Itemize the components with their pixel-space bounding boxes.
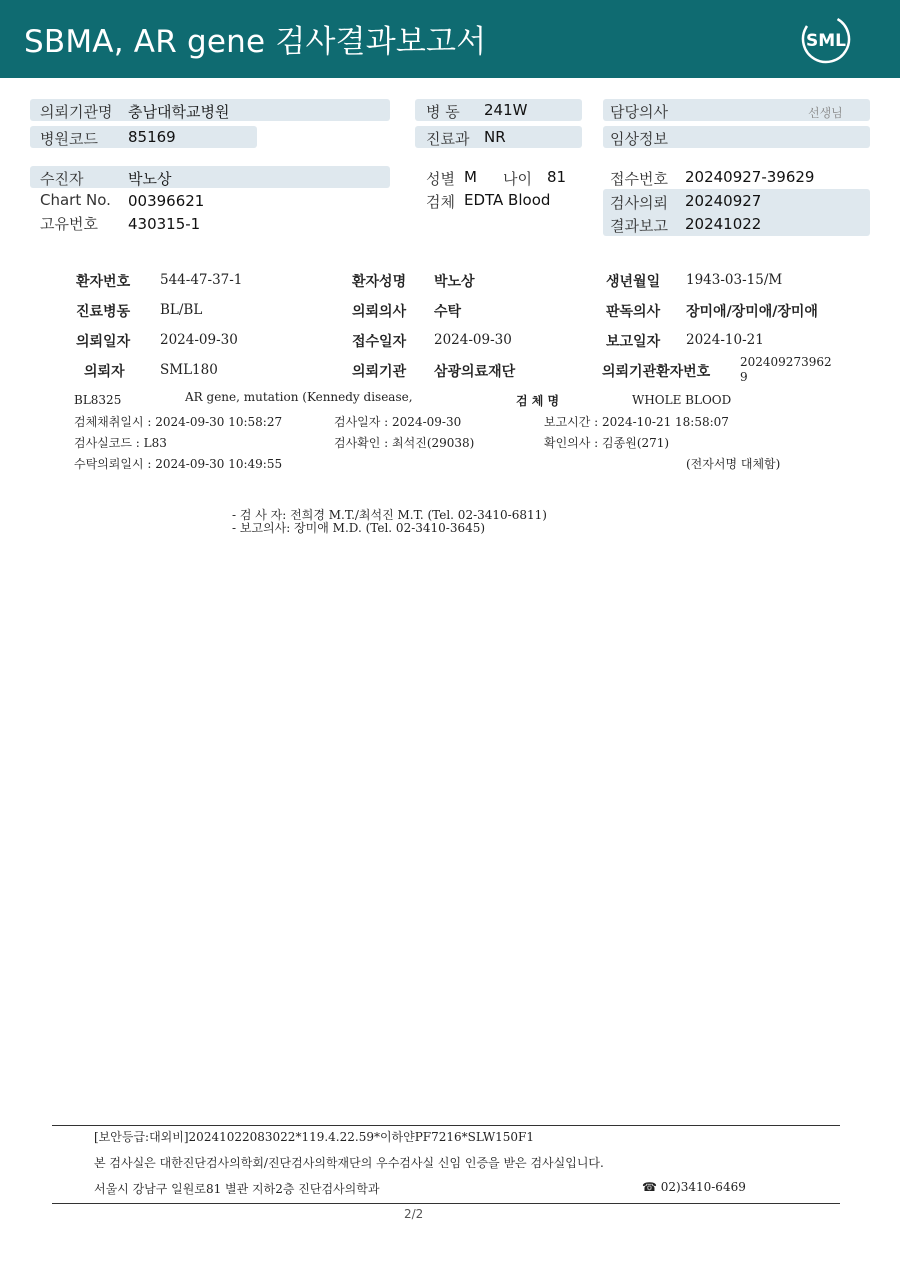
lab-code: 검사실코드 : L83 [74, 436, 167, 450]
reporter-line: - 보고의사: 장미애 M.D. (Tel. 02-3410-3645) [232, 521, 486, 535]
ward-row-label: 진료병동 [76, 304, 131, 320]
test-name: AR gene, mutation (Kennedy disease, [185, 390, 413, 404]
receipt-date-label: 접수일자 [352, 334, 407, 350]
cert-line: 본 검사실은 대한진단검사의학회/진단검사의학재단의 우수검사실 신임 인증을 받은 검사실입니다. [94, 1156, 604, 1170]
age-label: 나이 [503, 170, 532, 188]
dept-value: NR [484, 128, 506, 146]
address-line: 서울시 강남구 일원로81 별관 지하2층 진단검사의학과 [94, 1182, 380, 1196]
patient-label: 수진자 [40, 170, 84, 188]
sex-label: 성별 [426, 170, 455, 188]
confirm-doctor: 확인의사 : 김종원(271) [544, 436, 670, 450]
report-label: 결과보고 [610, 217, 668, 235]
request-label: 검사의뢰 [610, 194, 668, 212]
requester-value: SML180 [160, 362, 218, 378]
patient-box [30, 166, 390, 188]
patient-name-value: 박노상 [434, 274, 475, 290]
req-date-label: 의뢰일자 [76, 334, 131, 350]
specimen-name-label: 검 체 명 [516, 394, 560, 408]
page-number: 2/2 [404, 1207, 424, 1221]
reading-doctor-value: 장미애/장미애/장미애 [686, 304, 818, 320]
security-line: [보안등급:대외비]20241022083022*119.4.22.59*이하얀PF7216*SLW150F1 [94, 1130, 535, 1144]
req-doctor-value: 수탁 [434, 304, 462, 320]
patient-value: 박노상 [128, 170, 172, 188]
esign-note: (전자서명 대체함) [686, 457, 781, 471]
chart-label: Chart No. [40, 191, 111, 209]
request-value: 20240927 [685, 192, 762, 210]
test-code: BL8325 [74, 393, 122, 407]
dept-label: 진료과 [426, 130, 470, 148]
consign-datetime: 수탁의뢰일시 : 2024-09-30 10:49:55 [74, 457, 283, 471]
receipt-date-value: 2024-09-30 [434, 332, 512, 348]
req-inst-value: 삼광의료재단 [434, 364, 516, 380]
receipt-value: 20240927-39629 [685, 168, 815, 186]
logo-text: SML [806, 31, 846, 51]
clinical-label: 임상정보 [610, 130, 668, 148]
unique-label: 고유번호 [40, 215, 98, 233]
specimen-name-value: WHOLE BLOOD [632, 393, 732, 407]
ward-row-value: BL/BL [160, 302, 203, 318]
birth-label: 생년월일 [606, 274, 661, 290]
reading-doctor-label: 판독의사 [606, 304, 661, 320]
birth-value: 1943-03-15/M [686, 272, 783, 288]
receipt-label: 접수번호 [610, 170, 668, 188]
unique-value: 430315-1 [128, 215, 201, 233]
age-value: 81 [547, 168, 567, 186]
institution-label: 의뢰기관명 [40, 103, 113, 121]
req-inst-label: 의뢰기관 [352, 364, 407, 380]
footer-bottom-rule [52, 1203, 840, 1204]
req-doctor-label: 의뢰의사 [352, 304, 407, 320]
inst-patient-no-value: 202409273962 [740, 355, 832, 369]
doctor-label: 담당의사 [610, 103, 668, 121]
report-time: 보고시간 : 2024-10-21 18:58:07 [544, 415, 729, 429]
test-confirm: 검사확인 : 최석진(29038) [334, 436, 475, 450]
tester-line: - 검 사 자: 전희경 M.T./최석진 M.T. (Tel. 02-3410-6811) [232, 508, 547, 522]
chart-value: 00396621 [128, 192, 205, 210]
ward-label: 병 동 [426, 103, 460, 121]
patient-no-value: 544-47-37-1 [160, 272, 243, 288]
patient-no-label: 환자번호 [76, 274, 131, 290]
specimen-label: 검체 [426, 193, 455, 211]
sex-value: M [464, 168, 477, 186]
institution-value: 충남대학교병원 [128, 103, 230, 121]
hospital-code-value: 85169 [128, 128, 176, 146]
report-date-value: 2024-10-21 [686, 332, 764, 348]
phone-line: ☎ 02)3410-6469 [642, 1180, 746, 1194]
doctor-suffix: 선생님 [808, 106, 843, 120]
header-bar [0, 0, 900, 78]
req-date-value: 2024-09-30 [160, 332, 238, 348]
footer-top-rule [52, 1125, 840, 1126]
patient-name-label: 환자성명 [352, 274, 407, 290]
inst-patient-no-value-cont: 9 [740, 370, 748, 384]
ward-value: 241W [484, 101, 528, 119]
inst-patient-no-label: 의뢰기관환자번호 [602, 364, 711, 380]
requester-label: 의뢰자 [84, 364, 125, 380]
test-date: 검사일자 : 2024-09-30 [334, 415, 462, 429]
report-value: 20241022 [685, 215, 762, 233]
sml-logo [800, 13, 852, 65]
report-date-label: 보고일자 [606, 334, 661, 350]
specimen-value: EDTA Blood [464, 191, 551, 209]
collect-datetime: 검체채취일시 : 2024-09-30 10:58:27 [74, 415, 283, 429]
hospital-code-label: 병원코드 [40, 130, 98, 148]
report-title: SBMA, AR gene 검사결과보고서 [24, 24, 487, 60]
